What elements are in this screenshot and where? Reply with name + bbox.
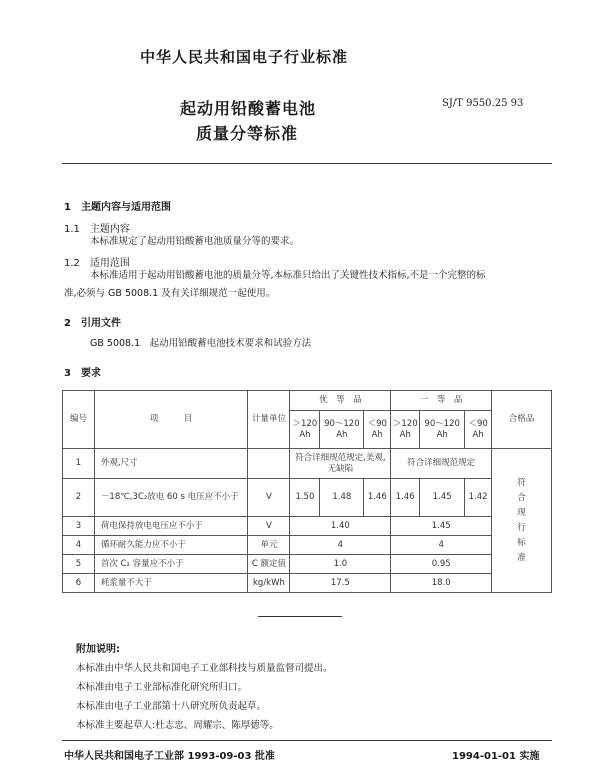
row-unit: V (248, 517, 290, 536)
row-item: 首次 C₂ 容量应不小于 (94, 555, 248, 574)
section-1-1-heading: 1.1 主题内容 (64, 224, 130, 235)
row-item: 外观,尺寸 (94, 449, 248, 479)
title-line-1: 起动用铅酸蓄电池 (180, 99, 317, 118)
note-line: 本标准由电子工业部第十八研究所负责起草。 (76, 701, 267, 712)
table-row (63, 449, 552, 479)
note-line: 本标准由电子工业部标准化研究所归口。 (76, 682, 248, 693)
section-1-heading: 1 主题内容与适用范围 (64, 202, 171, 213)
sub-header-cell: 90～120 Ah (420, 411, 465, 449)
sub-header-cell: ＜90 Ah (364, 411, 391, 449)
header-qualified: 合格品 (492, 391, 552, 449)
qualified-cell (492, 449, 552, 593)
row-excellent-value: 1.40 (290, 517, 391, 536)
row-item: 循环耐久能力应不小于 (94, 536, 248, 555)
notes-heading: 附加说明: (76, 644, 120, 655)
section-3-heading: 3 要求 (64, 368, 101, 379)
table-row (63, 555, 552, 574)
standard-code: SJ/T 9550.25 93 (442, 98, 524, 109)
header-excellent: 优 等 品 (290, 391, 391, 411)
section-1-1-text: 本标准规定了起动用铅酸蓄电池质量分等的要求。 (90, 236, 300, 247)
section-1-2-heading: 1.2 适用范围 (64, 258, 130, 269)
sub-header-cell: ＞120 Ah (290, 411, 320, 449)
row-no: 5 (63, 555, 95, 574)
implement-date: 1994-01-01 实施 (452, 751, 540, 762)
title-line-2: 质量分等标准 (196, 124, 299, 143)
row-item: －18℃,3C₂放电 60 s 电压应不小于 (94, 479, 248, 517)
row-item: 荷电保持放电电压应不小于 (94, 517, 248, 536)
row-excellent-value: 17.5 (290, 574, 391, 593)
qualified-text: 符合现行标准 (517, 477, 526, 563)
row-first-value: 4 (391, 536, 492, 555)
sub-header-cell: 90～120 Ah (320, 411, 364, 449)
table-row (63, 536, 552, 555)
row-first-value: 0.95 (391, 555, 492, 574)
standard-org-header: 中华人民共和国电子行业标准 (140, 48, 349, 66)
table-row (63, 574, 552, 593)
notes-block (76, 640, 333, 735)
section-1-2-text-2: 准,必须与 GB 5008.1 及有关详细规范一起使用。 (64, 288, 276, 299)
row-value: 1.50 (290, 479, 320, 517)
table-row (63, 517, 552, 536)
row-unit: kg/kWh (248, 574, 290, 593)
note-line: 本标准由中华人民共和国电子工业部科技与质量监督司提出。 (76, 663, 333, 674)
row-unit: 单元 (248, 536, 290, 555)
header-first-class: 一 等 品 (391, 391, 492, 411)
row-unit: V (248, 479, 290, 517)
sub-header-cell: ＞120 Ah (391, 411, 420, 449)
row-no: 6 (63, 574, 95, 593)
row-value: 1.42 (465, 479, 492, 517)
end-mark-rule (258, 616, 342, 617)
row-unit (248, 449, 290, 479)
row-excellent-value: 4 (290, 536, 391, 555)
header-divider (62, 163, 552, 164)
row-value: 1.46 (364, 479, 391, 517)
row-unit: C 额定值 (248, 555, 290, 574)
row-value: 1.45 (420, 479, 465, 517)
row-first-value: 1.45 (391, 517, 492, 536)
row-excellent-value: 1.0 (290, 555, 391, 574)
approve-date: 中华人民共和国电子工业部 1993-09-03 批准 (64, 751, 275, 762)
header-item: 项 目 (94, 391, 248, 449)
row-item: 耗浆量不大于 (94, 574, 248, 593)
row-first-value: 符合详细规范规定 (391, 449, 492, 479)
quality-grade-table (62, 390, 552, 593)
sub-header-cell: ＜90 Ah (465, 411, 492, 449)
note-line: 本标准主要起草人:杜志忠、周耀宗、陈厚德等。 (76, 720, 279, 731)
footer-divider (62, 740, 552, 741)
row-no: 2 (63, 479, 95, 517)
row-no: 3 (63, 517, 95, 536)
section-2-reference: GB 5008.1 起动用铅酸蓄电池技术要求和试验方法 (90, 338, 312, 349)
row-excellent-value: 符合详细规范规定,美观,无缺陷 (290, 449, 391, 479)
header-unit: 计量单位 (248, 391, 290, 449)
section-1-2-text-1: 本标准适用于起动用铅酸蓄电池的质量分等,本标准只给出了关键性技术指标,不是一个完整的标 (90, 270, 486, 281)
table-row (63, 479, 552, 517)
row-first-value: 18.0 (391, 574, 492, 593)
header-no: 编号 (63, 391, 95, 449)
row-no: 4 (63, 536, 95, 555)
row-value: 1.48 (320, 479, 364, 517)
row-value: 1.46 (391, 479, 420, 517)
row-no: 1 (63, 449, 95, 479)
section-2-heading: 2 引用文件 (64, 318, 121, 329)
